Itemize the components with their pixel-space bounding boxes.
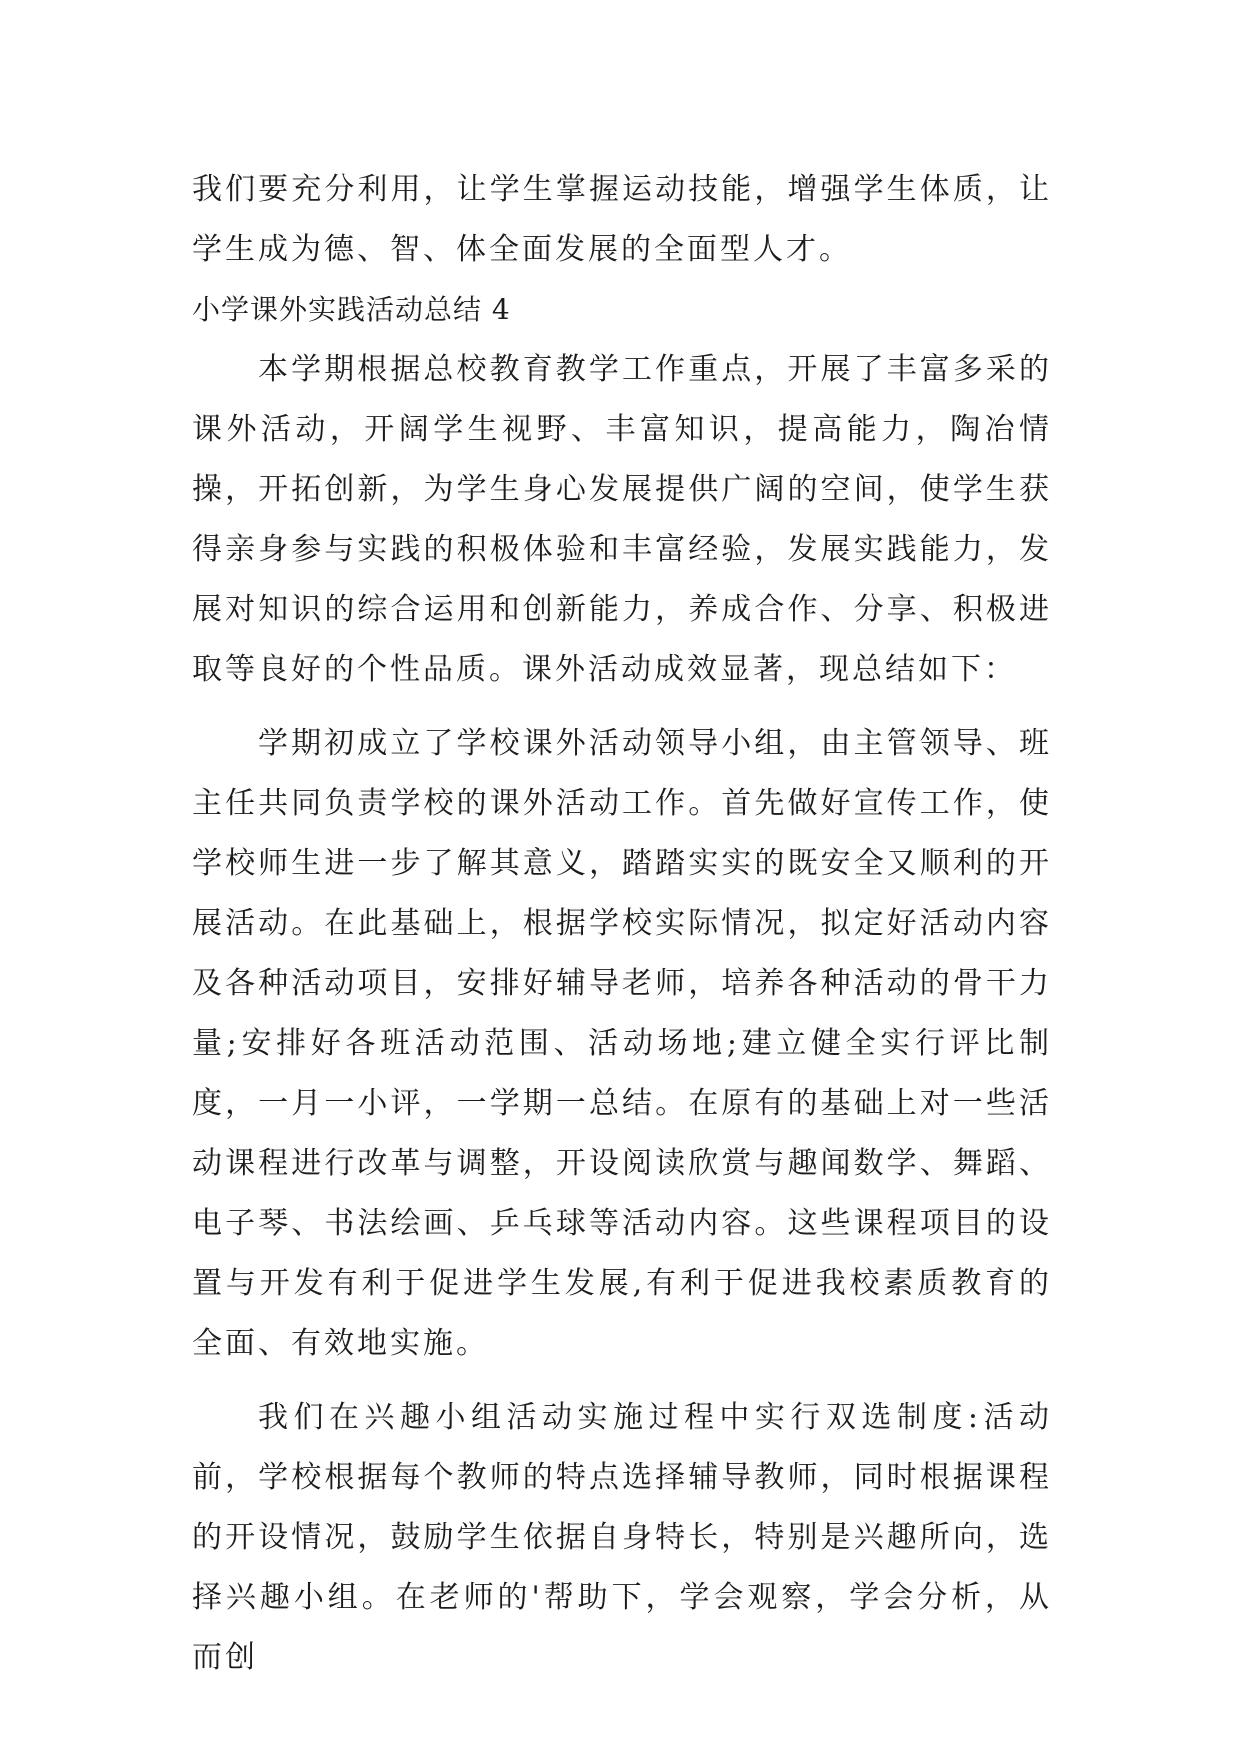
section-heading: 小学课外实践活动总结 4 — [192, 293, 511, 326]
paragraph-intro: 本学期根据总校教育教学工作重点，开展了丰富多采的课外活动，开阔学生视野、丰富知识，提高能力，陶冶情操，开拓创新，为学生身心发展提供广阔的空间，使学生获得亲身参与实践的积极体验和丰富经验，发展实践能力，发展对知识的综合运用和创新能力，养成合作、分享、积极进取等良好的个性品质。课外活动成效显著，现总结如下： — [192, 352, 1052, 687]
paragraph-organization: 学期初成立了学校课外活动领导小组，由主管领导、班主任共同负责学校的课外活动工作。首先做好宣传工作，使学校师生进一步了解其意义，踏踏实实的既安全又顺利的开展活动。在此基础上，根据学校实际情况，拟定好活动内容及各种活动项目，安排好辅导老师，培养各种活动的骨干力量;安排好各班活动范围、活动场地;建立健全实行评比制度，一月一小评，一学期一总结。在原有的基础上对一些活动课程进行改革与调整，开设阅读欣赏与趣闻数学、舞蹈、电子琴、书法绘画、乒乓球等活动内容。这些课程项目的设置与开发有利于促进学生发展,有利于促进我校素质教育的全面、有效地实施。 — [192, 726, 1052, 1361]
continuation-paragraph: 我们要充分利用，让学生掌握运动技能，增强学生体质，让学生成为德、智、体全面发展的全面型人才。 — [192, 172, 1052, 267]
body-text — [192, 160, 1052, 1688]
paragraph-selection: 我们在兴趣小组活动实施过程中实行双选制度:活动前，学校根据每个教师的特点选择辅导教师，同时根据课程的开设情况，鼓励学生依据自身特长，特别是兴趣所向，选择兴趣小组。在老师的'帮助下，学会观察，学会分析，从而创 — [192, 1400, 1052, 1675]
